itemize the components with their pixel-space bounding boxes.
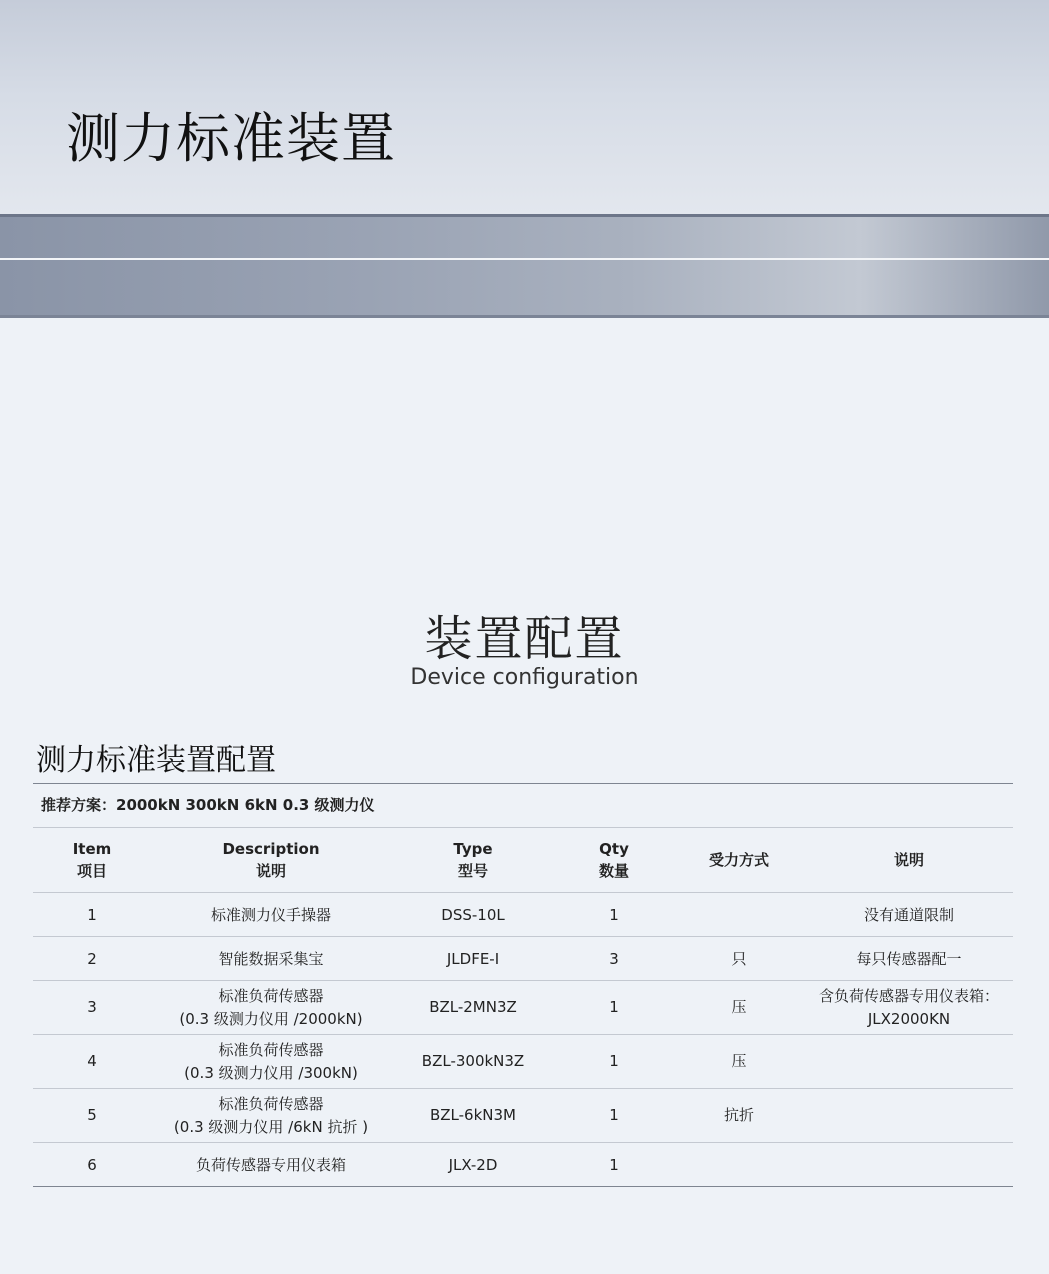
cell-item: 6 <box>33 1143 151 1187</box>
config-heading: 装置配置 <box>424 611 625 667</box>
cell-force-mode: 压 <box>673 1035 805 1089</box>
col-header-description-en: Description <box>222 840 320 858</box>
config-table-wrapper <box>33 783 1013 1187</box>
cell-description-line2: (0.3 级测力仪用 /2000kN) <box>179 1009 363 1028</box>
cell-item: 1 <box>33 893 151 937</box>
cell-type: JLX-2D <box>391 1143 555 1187</box>
table-row <box>33 1089 1013 1143</box>
decorative-band-upper <box>0 214 1049 259</box>
config-table <box>33 828 1013 1187</box>
cell-note <box>805 1089 1013 1143</box>
cell-type: BZL-6kN3M <box>391 1089 555 1143</box>
cell-qty: 1 <box>555 1143 673 1187</box>
cell-qty: 3 <box>555 937 673 981</box>
table-row <box>33 1035 1013 1089</box>
cell-description <box>151 981 391 1035</box>
header-banner <box>0 0 1049 214</box>
cell-note <box>805 981 1013 1035</box>
decorative-band-lower <box>0 258 1049 318</box>
table-row <box>33 1143 1013 1187</box>
cell-description-line1: 标准负荷传感器 <box>218 986 324 1005</box>
cell-note: 每只传感器配一 <box>805 937 1013 981</box>
col-header-qty-zh: 数量 <box>598 862 629 880</box>
col-header-description <box>151 828 391 893</box>
cell-qty: 1 <box>555 981 673 1035</box>
cell-qty: 1 <box>555 1035 673 1089</box>
cell-note <box>805 1035 1013 1089</box>
cell-item: 5 <box>33 1089 151 1143</box>
cell-description <box>151 1089 391 1143</box>
cell-item: 2 <box>33 937 151 981</box>
cell-type: DSS-10L <box>391 893 555 937</box>
col-header-force-mode: 受力方式 <box>673 828 805 893</box>
col-header-item <box>33 828 151 893</box>
cell-note-line1: 含负荷传感器专用仪表箱： <box>818 986 999 1005</box>
cell-qty: 1 <box>555 1089 673 1143</box>
col-header-qty-en: Qty <box>599 840 629 858</box>
table-row <box>33 937 1013 981</box>
col-header-item-zh: 项目 <box>76 862 107 880</box>
cell-description <box>151 1035 391 1089</box>
cell-description: 标准测力仪手操器 <box>151 893 391 937</box>
col-header-type-zh: 型号 <box>457 862 488 880</box>
cell-force-mode: 抗折 <box>673 1089 805 1143</box>
cell-force-mode <box>673 1143 805 1187</box>
cell-description-line2: (0.3 级测力仪用 /6kN 抗折 ) <box>173 1117 369 1136</box>
cell-item: 4 <box>33 1035 151 1089</box>
cell-type: BZL-2MN3Z <box>391 981 555 1035</box>
config-subheading: Device configuration <box>410 665 639 690</box>
col-header-item-en: Item <box>72 840 112 858</box>
cell-item: 3 <box>33 981 151 1035</box>
cell-description: 智能数据采集宝 <box>151 937 391 981</box>
cell-description-line2: (0.3 级测力仪用 /300kN) <box>184 1063 358 1082</box>
cell-description-line1: 标准负荷传感器 <box>218 1040 324 1059</box>
cell-note-line2: JLX2000KN <box>867 1009 951 1028</box>
recommended-plan: 推荐方案：2000kN 300kN 6kN 0.3 级测力仪 <box>33 784 1013 828</box>
cell-force-mode <box>673 893 805 937</box>
table-row <box>33 981 1013 1035</box>
cell-note: 没有通道限制 <box>805 893 1013 937</box>
cell-type: BZL-300kN3Z <box>391 1035 555 1089</box>
cell-force-mode: 压 <box>673 981 805 1035</box>
section-title: 测力标准装置配置 <box>36 743 276 778</box>
cell-note <box>805 1143 1013 1187</box>
col-header-type <box>391 828 555 893</box>
cell-description-line1: 标准负荷传感器 <box>218 1094 324 1113</box>
col-header-qty <box>555 828 673 893</box>
cell-description: 负荷传感器专用仪表箱 <box>151 1143 391 1187</box>
col-header-description-zh: 说明 <box>255 862 286 880</box>
col-header-note: 说明 <box>805 828 1013 893</box>
cell-force-mode: 只 <box>673 937 805 981</box>
cell-type: JLDFE-I <box>391 937 555 981</box>
cell-qty: 1 <box>555 893 673 937</box>
table-header-row <box>33 828 1013 893</box>
table-row <box>33 893 1013 937</box>
page-title: 测力标准装置 <box>66 107 396 170</box>
col-header-type-en: Type <box>453 840 493 858</box>
